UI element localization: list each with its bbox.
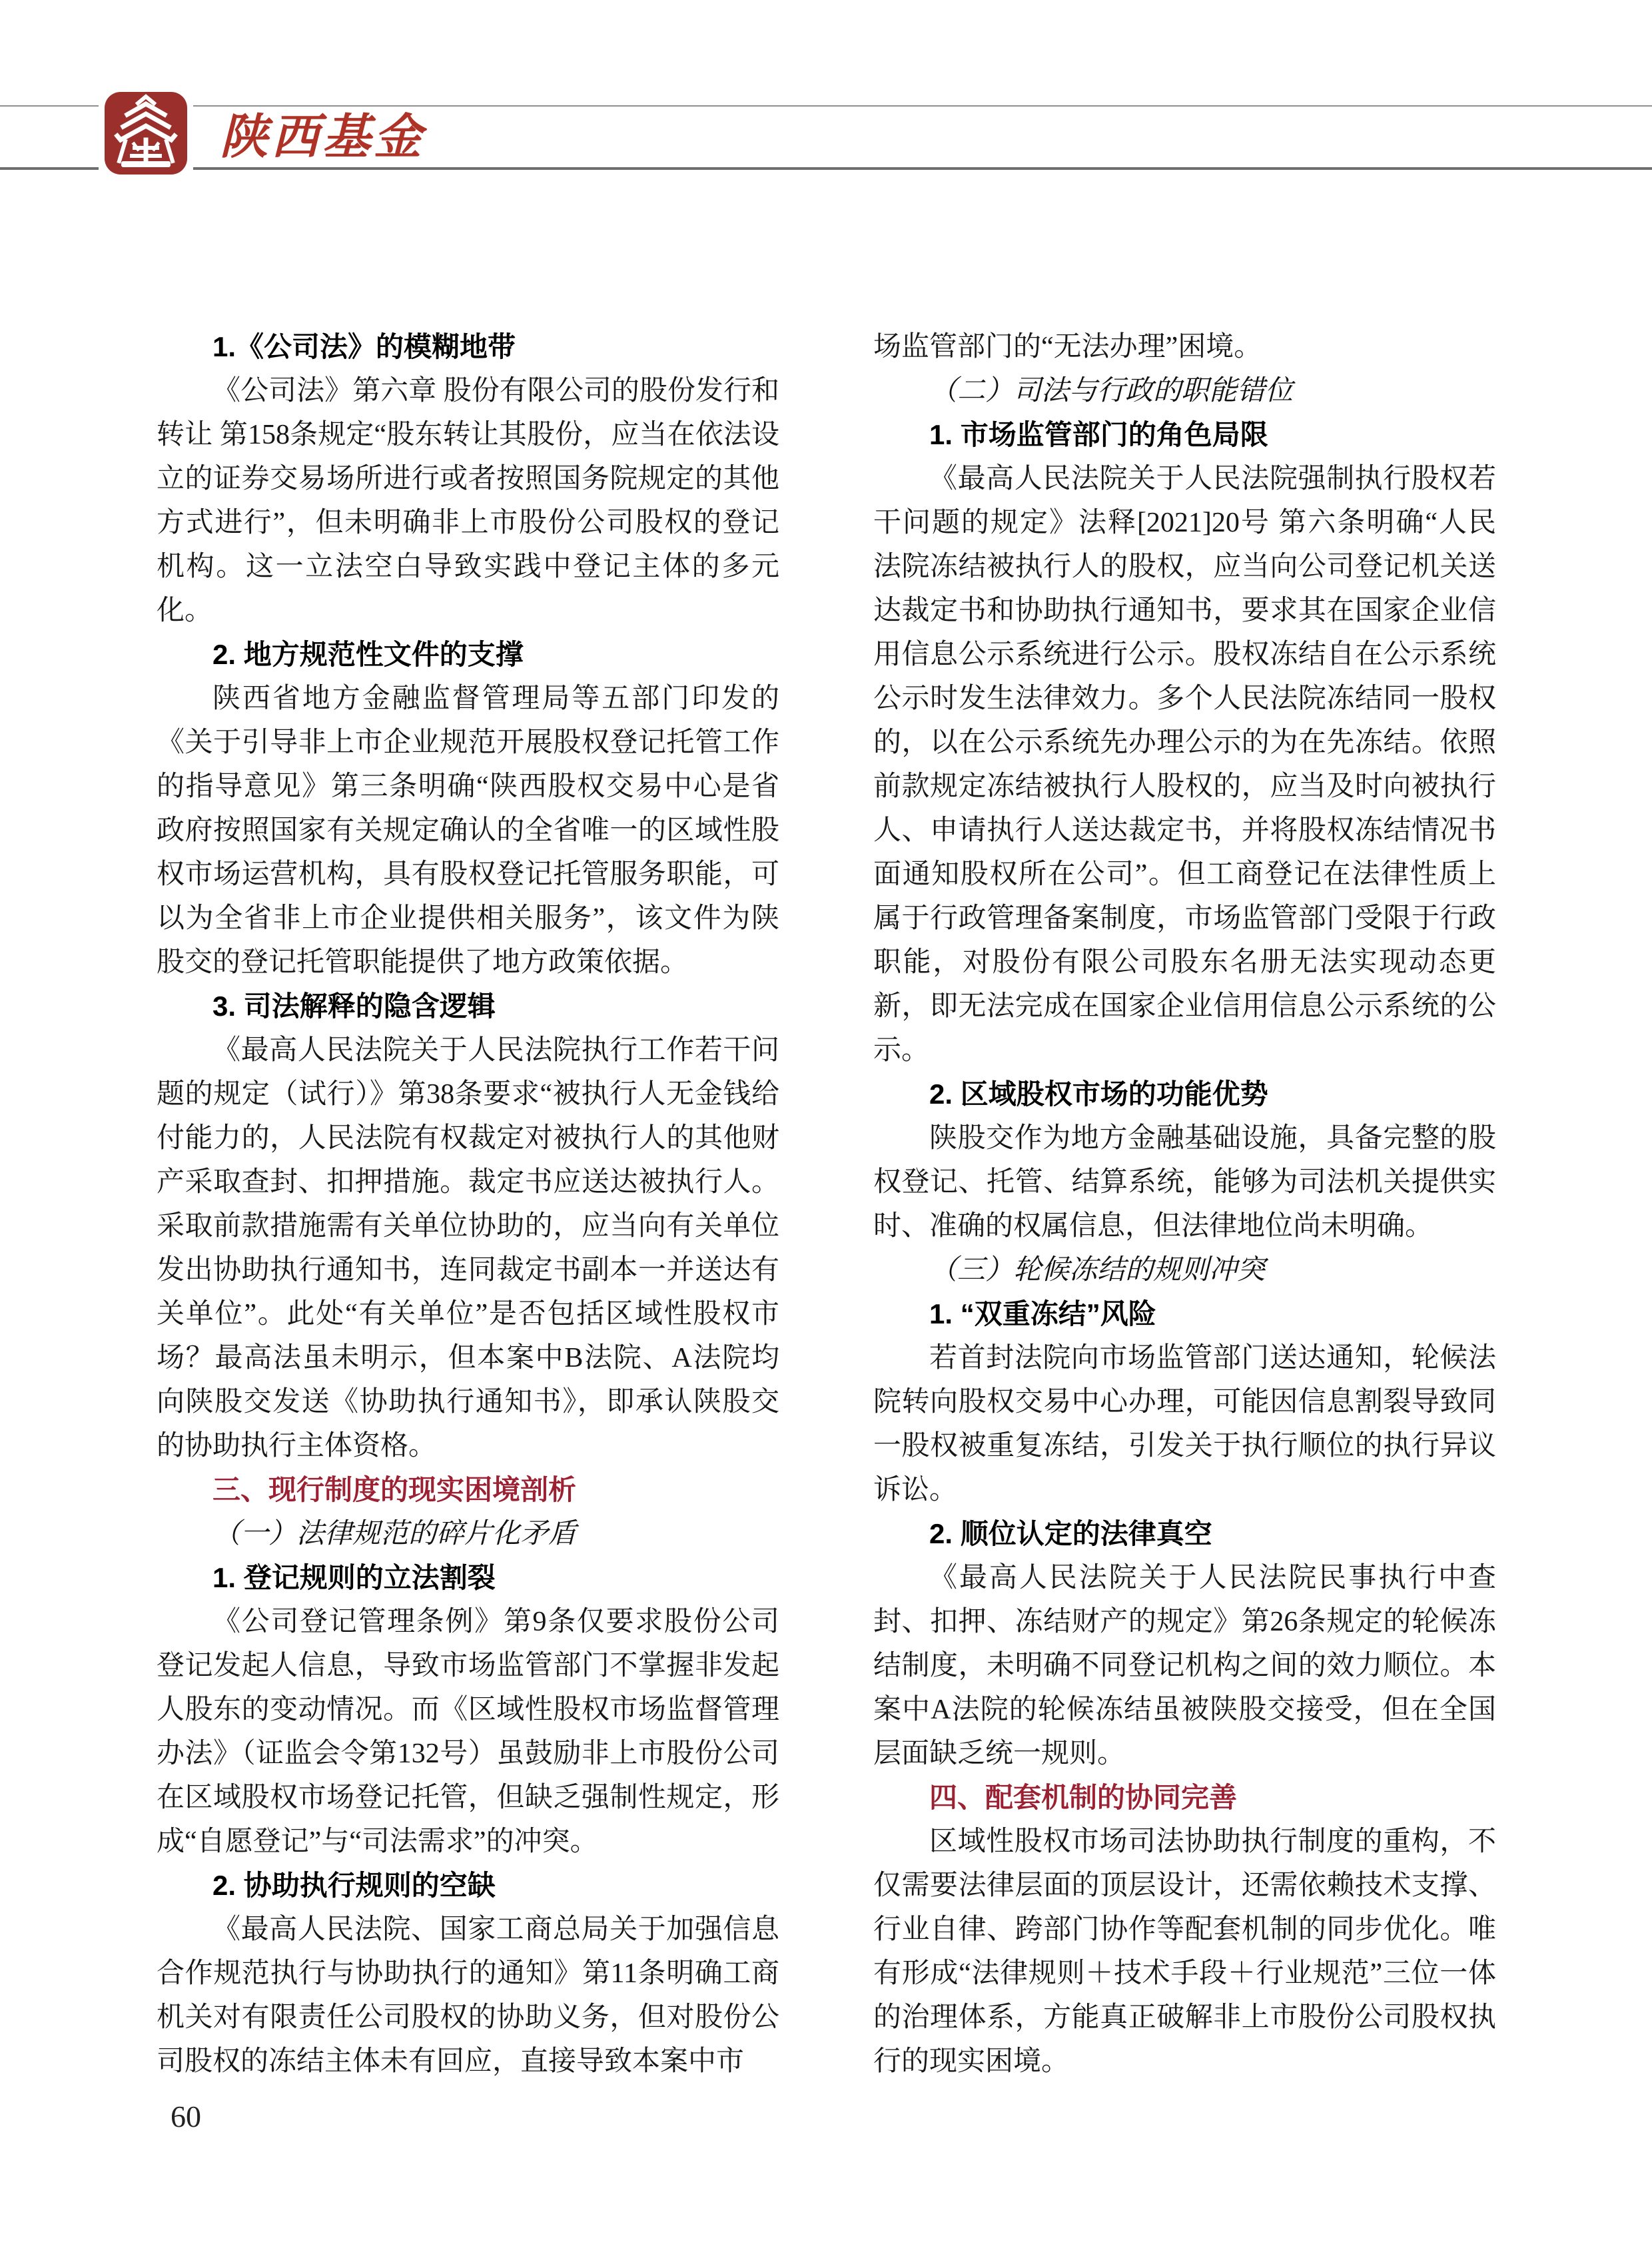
sub-section-heading: （二）司法与行政的职能错位 bbox=[929, 376, 1294, 406]
numbered-heading: 1. “双重冻结”风险 bbox=[929, 1298, 1156, 1329]
numbered-heading: 1. 登记规则的立法割裂 bbox=[212, 1562, 496, 1593]
paragraph: 陕股交作为地方金融基础设施，具备完整的股权登记、托管、结算系统，能够为司法机关提供实时、准确的权属信息，但法律地位尚未明确。 bbox=[873, 1123, 1496, 1242]
numbered-heading: 1. 市场监管部门的角色局限 bbox=[929, 419, 1268, 450]
numbered-heading: 3. 司法解释的隐含逻辑 bbox=[212, 990, 496, 1022]
paragraph: 陕西省地方金融监督管理局等五部门印发的《关于引导非上市企业规范开展股权登记托管工作的指导意见》第三条明确“陕西股权交易中心是省政府按照国家有关规定确认的全省唯一的区域性股权市场运营机构，具有股权登记托管服务职能，可以为全省非上市企业提供相关服务”，该文件为陕股交的登记托管职能提供了地方政策依据。 bbox=[157, 683, 779, 978]
shaanxi-fund-seal-logo bbox=[99, 87, 193, 182]
numbered-heading: 2. 区域股权市场的功能优势 bbox=[929, 1078, 1268, 1110]
page-number: 60 bbox=[171, 2099, 201, 2133]
sub-section-heading: （三）轮候冻结的规则冲突 bbox=[929, 1255, 1266, 1286]
article-body bbox=[157, 325, 1496, 2083]
paragraph: 《最高人民法院关于人民法院强制执行股权若干问题的规定》法释[2021]20号 第六条明确“人民法院冻结被执行人的股权，应当向公司登记机关送达裁定书和协助执行通知书，要求其在国家企业信用信息公示系统进行公示。股权冻结自在公示系统公示时发生法律效力。多个人民法院冻结同一股权的，以在公示系统先办理公示的为在先冻结。依照前款规定冻结被执行人股权的，应当及时向被执行人、申请执行人送达裁定书，并将股权冻结情况书面通知股权所在公司”。但工商登记在法律性质上属于行政管理备案制度，市场监管部门受限于行政职能，对股份有限公司股东名册无法实现动态更新，即无法完成在国家企业信用信息公示系统的公示。 bbox=[873, 464, 1496, 1066]
paragraph: 《最高人民法院、国家工商总局关于加强信息合作规范执行与协助执行的通知》第11条明确工商机关对有限责任公司股权的协助义务，但对股份公司股权的冻结主体未有回应，直接导致本案中市 bbox=[157, 1914, 779, 2077]
numbered-heading: 2. 地方规范性文件的支撑 bbox=[212, 639, 524, 670]
paragraph: 区域性股权市场司法协助执行制度的重构，不仅需要法律层面的顶层设计，还需依赖技术支撑、行业自律、跨部门协作等配套机制的同步优化。唯有形成“法律规则＋技术手段＋行业规范”三位一体的治理体系，方能真正破解非上市股份公司股权执行的现实困境。 bbox=[873, 1826, 1496, 2077]
numbered-heading: 2. 顺位认定的法律真空 bbox=[929, 1518, 1212, 1549]
sub-section-heading: （一）法律规范的碎片化矛盾 bbox=[212, 1519, 577, 1549]
paragraph: 《最高人民法院关于人民法院执行工作若干问题的规定（试行）》第38条要求“被执行人无金钱给付能力的，人民法院有权裁定对被执行人的其他财产采取查封、扣押措施。裁定书应送达被执行人。采取前款措施需有关单位协助的，应当向有关单位发出协助执行通知书，连同裁定书副本一并送达有关单位”。此处“有关单位”是否包括区域性股权市场？最高法虽未明示，但本案中B法院、A法院均向陕股交发送《协助执行通知书》，即承认陕股交的协助执行主体资格。 bbox=[157, 1035, 779, 1461]
paragraph: 《公司登记管理条例》第9条仅要求股份公司登记发起人信息，导致市场监管部门不掌握非发起人股东的变动情况。而《区域性股权市场监督管理办法》（证监会令第132号）虽鼓励非上市股份公司在区域股权市场登记托管，但缺乏强制性规定，形成“自愿登记”与“司法需求”的冲突。 bbox=[157, 1607, 779, 1857]
numbered-heading: 1.《公司法》的模糊地带 bbox=[212, 331, 516, 362]
pagoda-seal-icon bbox=[105, 92, 187, 178]
paragraph: 《公司法》第六章 股份有限公司的股份发行和转让 第158条规定“股东转让其股份，应当在依法设立的证券交易场所进行或者按照国务院规定的其他方式进行”，但未明确非上市股份公司股权的登记机构。这一立法空白导致实践中登记主体的多元化。 bbox=[157, 376, 779, 626]
section-heading: 三、现行制度的现实困境剖析 bbox=[212, 1474, 577, 1505]
column-left bbox=[157, 325, 779, 2083]
section-heading: 四、配套机制的协同完善 bbox=[929, 1782, 1238, 1813]
brand-calligraphy: 陕西基金 bbox=[220, 111, 426, 164]
paragraph-continuation: 场监管部门的“无法办理”困境。 bbox=[873, 332, 1262, 362]
paragraph: 若首封法院向市场监管部门送达通知，轮候法院转向股权交易中心办理，可能因信息割裂导致同一股权被重复冻结，引发关于执行顺位的执行异议诉讼。 bbox=[873, 1343, 1496, 1505]
paragraph: 《最高人民法院关于人民法院民事执行中查封、扣押、冻结财产的规定》第26条规定的轮候冻结制度，未明确不同登记机构之间的效力顺位。本案中A法院的轮候冻结虽被陕股交接受，但在全国层面缺乏统一规则。 bbox=[873, 1563, 1496, 1769]
numbered-heading: 2. 协助执行规则的空缺 bbox=[212, 1870, 496, 1901]
column-right bbox=[873, 325, 1496, 2083]
